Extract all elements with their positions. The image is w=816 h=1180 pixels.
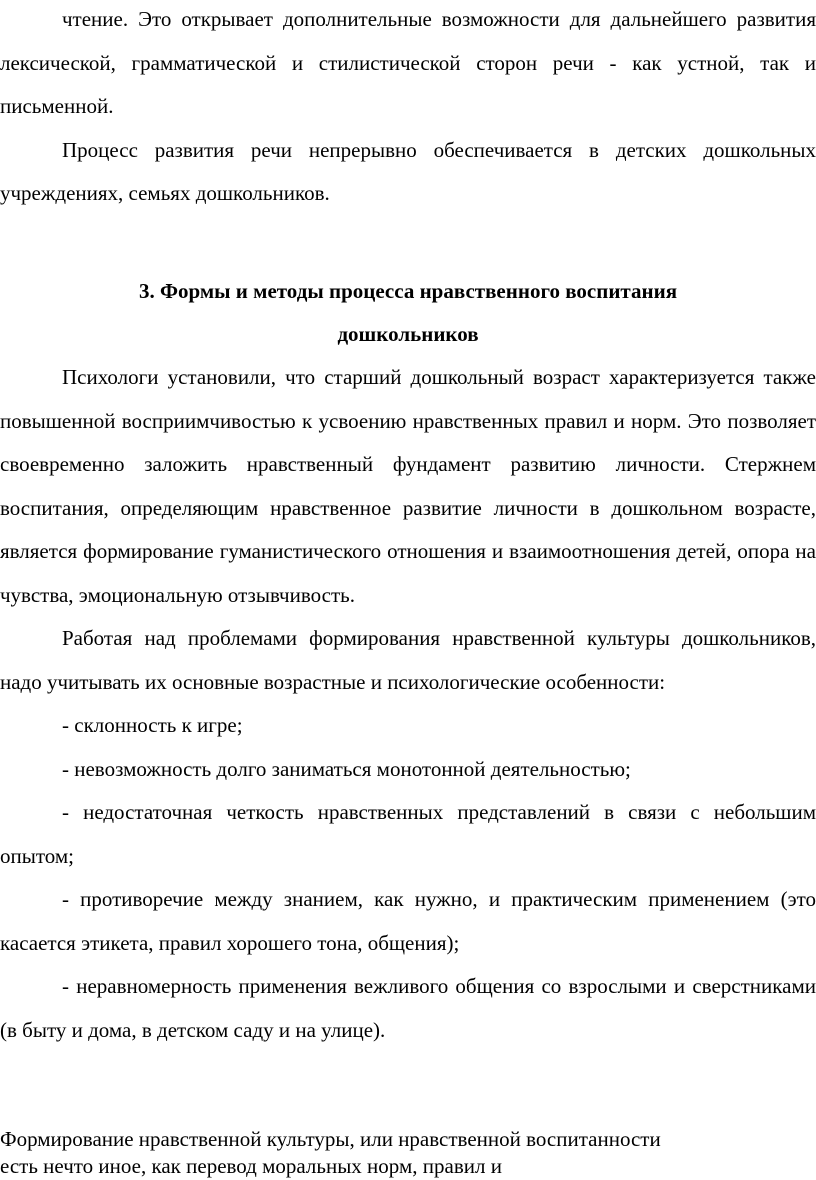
section-heading-line-1: 3. Формы и методы процесса нравственного воспитания bbox=[138, 279, 678, 303]
intro-block bbox=[0, 0, 816, 216]
paragraph-continuation: чтение. Это открывает дополнительные возможности для дальнейшего развития лексической, грамматической и стилистической сторон речи - как устной, так и письменной. bbox=[0, 7, 816, 118]
list-item: - невозможность долго заниматься монотонной деятельностью; bbox=[62, 756, 631, 781]
paragraph-speech-process: Процесс развития речи непрерывно обеспечивается в детских дошкольных учреждениях, семьях дошкольников. bbox=[0, 137, 816, 205]
section-heading-line-2: дошкольников bbox=[337, 322, 479, 346]
list-item: - неравномерность применения вежливого общения со взрослыми и сверстниками (в быту и дома, в детском саду и на улице). bbox=[0, 974, 816, 1042]
list-item: - противоречие между знанием, как нужно, и практическим применением (это касается этикета, правил хорошего тона, общения); bbox=[0, 887, 816, 955]
final-block bbox=[0, 1126, 816, 1180]
final-line-1: Формирование нравственной культуры, или нравственной воспитанности bbox=[0, 1127, 661, 1151]
list-item: - недостаточная четкость нравственных представлений в связи с небольшим опытом; bbox=[0, 800, 816, 868]
main-block bbox=[0, 356, 816, 1052]
final-line-2: есть нечто иное, как перевод моральных норм, правил и bbox=[0, 1154, 502, 1178]
list-item: - склонность к игре; bbox=[62, 713, 243, 737]
paragraph-psychologists: Психологи установили, что старший дошкольный возраст характеризуется также повышенной восприимчивостью к усвоению нравственных правил и норм. Это позволяет своевременно заложить нравственный фундамент развитию личности. Стержнем воспитания, определяющим нравственное развитие личности в дошкольном возрасте, является формирование гуманистического отношения и взаимоотношения детей, опора на чувства, эмоциональную отзывчивость. bbox=[0, 365, 816, 607]
section-heading bbox=[0, 270, 816, 356]
paragraph-working: Работая над проблемами формирования нравственной культуры дошкольников, надо учитывать их основные возрастные и психологические особенности: bbox=[0, 626, 816, 694]
